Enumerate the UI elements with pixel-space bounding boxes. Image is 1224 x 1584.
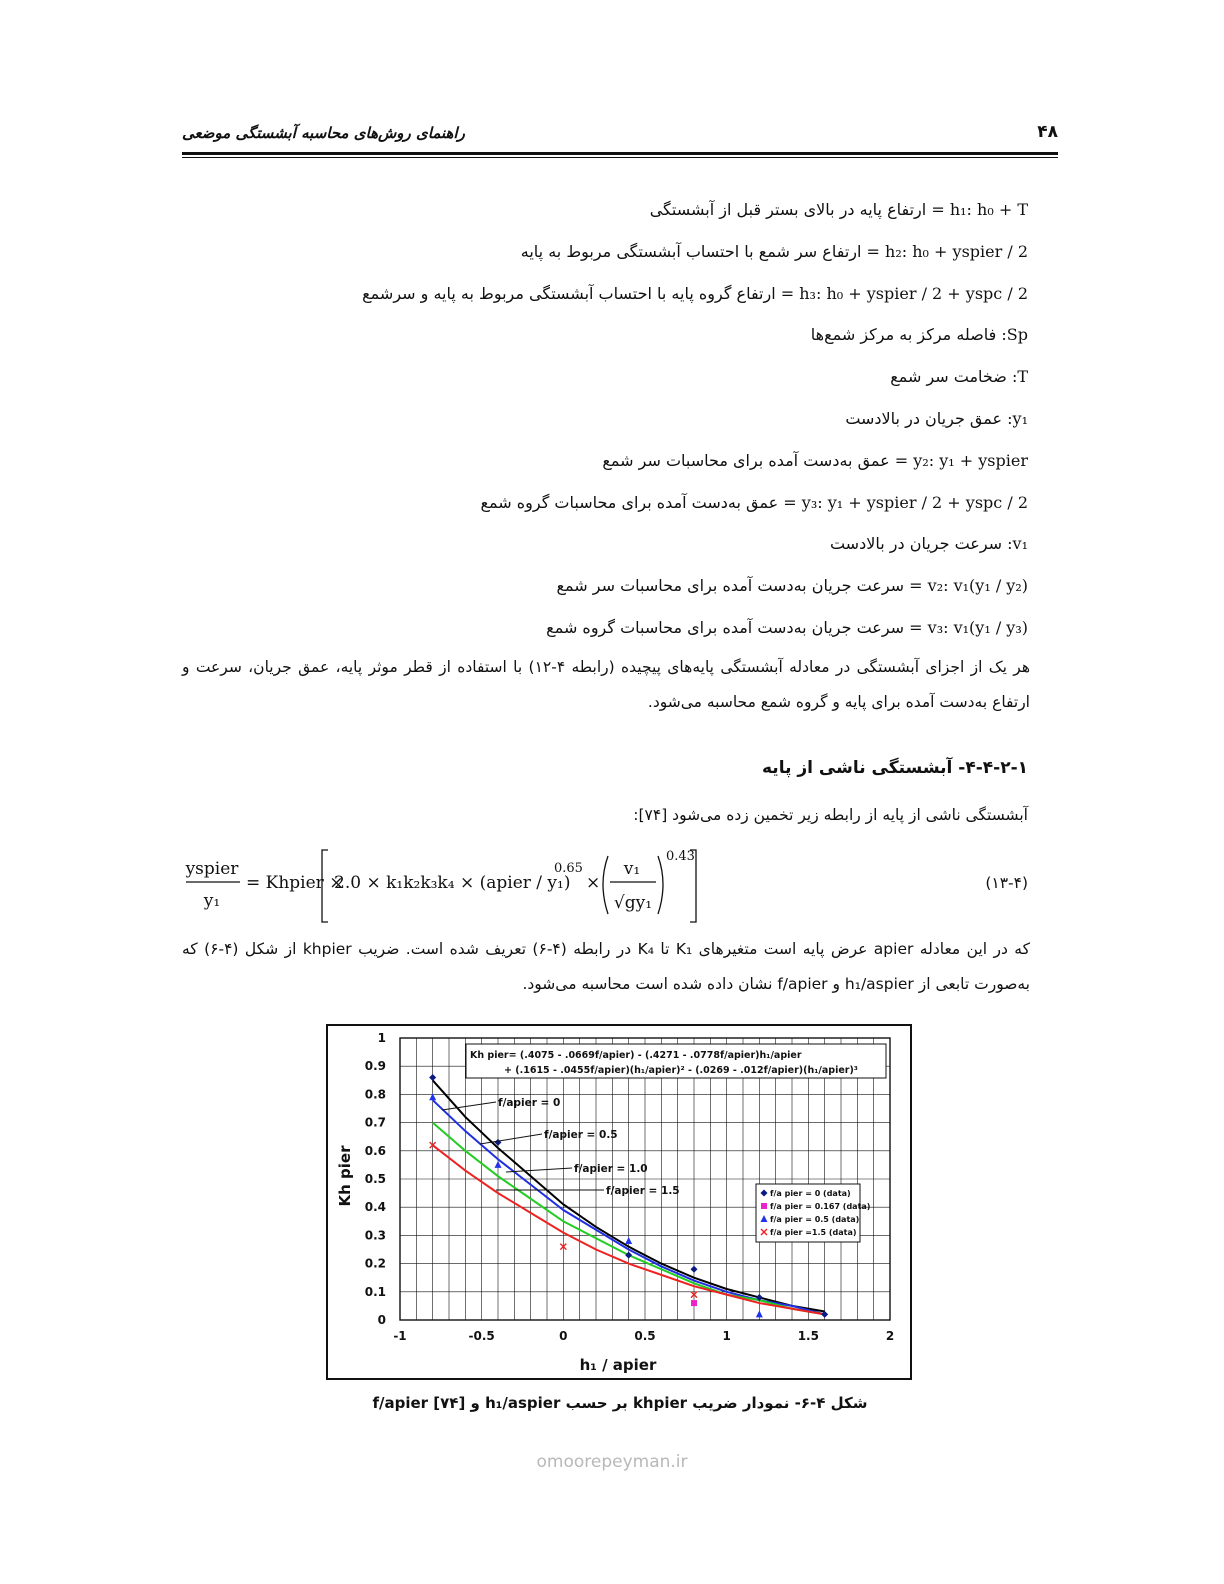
curve-annotation: f/apier = 1.0 <box>574 1163 648 1175</box>
annotation-leader <box>506 1168 572 1172</box>
x-tick-label: -1 <box>393 1329 407 1343</box>
page-number: ۴۸ <box>1037 122 1058 142</box>
data-point <box>691 1300 697 1306</box>
legend-entry: f/a pier =1.5 (data) <box>770 1228 857 1237</box>
y-tick-label: 0.3 <box>364 1228 386 1243</box>
x-tick-label: 0.5 <box>634 1329 656 1343</box>
equation-number: (۱۳-۴) <box>985 874 1028 892</box>
khpier-chart <box>328 1026 910 1378</box>
chart-grid <box>400 1038 890 1320</box>
eq-exponent-043: 0.43 <box>666 849 695 864</box>
curve-annotations <box>442 1097 680 1197</box>
legend-entry: f/a pier = 0.167 (data) <box>770 1202 871 1211</box>
header-rule <box>182 152 1058 155</box>
legend-entry: f/a pier = 0 (data) <box>770 1189 851 1198</box>
data-point <box>429 1074 436 1081</box>
equation-13-4 <box>182 842 902 926</box>
definition-y2: y₂: y₁ + yspier = عمق به‌دست آمده برای محاسبات سر شمع <box>602 450 1028 470</box>
eq-lhs-denominator: y₁ <box>203 891 221 911</box>
y-tick-label: 0.7 <box>364 1115 386 1130</box>
data-point <box>761 1203 767 1209</box>
chart-ylabel: Kh pier <box>336 1145 354 1207</box>
y-tick-label: 0.5 <box>364 1172 386 1186</box>
eq-lhs-numerator: yspier <box>185 859 239 879</box>
y-tick-label: 0.2 <box>364 1256 386 1271</box>
definition-sp: Sp: فاصله مرکز به مرکز شمع‌ها <box>810 325 1028 345</box>
definition-v1: v₁: سرعت جریان در بالادست <box>829 534 1028 554</box>
figure-khpier-chart <box>326 1024 912 1380</box>
eq-exponent-065: 0.65 <box>554 861 583 876</box>
definition-t: T: ضخامت سر شمع <box>890 367 1028 387</box>
legend-entry: f/a pier = 0.5 (data) <box>770 1215 860 1224</box>
header-rule-thin <box>182 157 1058 158</box>
y-tick-label: 0.6 <box>364 1143 386 1158</box>
footer-watermark: omoorepeyman.ir <box>536 1452 688 1472</box>
chart-xlabel: h₁ / apier <box>579 1356 657 1374</box>
data-point <box>625 1252 632 1259</box>
y-tick-label: 0.4 <box>364 1200 386 1215</box>
curve-annotation: f/apier = 0 <box>498 1097 561 1109</box>
x-tick-label: -0.5 <box>468 1329 495 1343</box>
y-tick-label: 1 <box>377 1031 386 1045</box>
definition-y1: y₁: عمق جریان در بالادست <box>845 408 1028 428</box>
definition-list <box>188 200 1028 660</box>
definition-h2: h₂: h₀ + yspier / 2 = ارتفاع سر شمع با احتساب آبشستگی مربوط به پایه <box>520 241 1028 261</box>
section-heading: ۴-۴-۲-۱- آبشستگی ناشی از پایه <box>762 758 1028 778</box>
y-tick-label: 0.1 <box>364 1284 386 1299</box>
x-tick-label: 1.5 <box>797 1329 819 1343</box>
curve-annotation: f/apier = 0.5 <box>544 1129 618 1141</box>
y-tick-label: 0.9 <box>364 1059 386 1074</box>
data-point <box>625 1237 632 1244</box>
definition-h1: h₁: h₀ + T = ارتفاع پایه در بالای بستر قبل از آبشستگی <box>649 200 1028 219</box>
data-point <box>756 1310 763 1317</box>
x-tick-label: 0 <box>559 1329 568 1343</box>
eq-times: × <box>586 873 601 893</box>
formula-line-2: + (.1615 - .0455f/apier)(h₁/apier)² - (.0269 - .012f/apier)(h₁/apier)³ <box>504 1065 858 1076</box>
eq-frac-denominator: √gy₁ <box>613 893 653 913</box>
definition-h3: h₃: h₀ + yspier / 2 + yspc / 2 = ارتفاع گروه پایه با احتساب آبشستگی مربوط به پایه و سرشمع <box>362 283 1028 303</box>
x-tick-label: 1 <box>722 1329 731 1343</box>
eq-inner: 2.0 × k₁k₂k₃k₄ × (apier / y₁) <box>334 873 571 893</box>
definition-y3: y₃: y₁ + yspier / 2 + yspc / 2 = عمق به‌دست آمده برای محاسبات گروه شمع <box>480 492 1028 512</box>
page-header <box>182 120 1058 154</box>
paragraph-variables: که در این معادله apier عرض پایه است متغیرهای K₁ تا K₄ در رابطه (۴-۶) تعریف شده است. ضریب khpier از شکل (۴-۶) که به‌صورت تابعی از h₁/aspier و f/apier نشان داده شده است محاسبه می‌شود. <box>182 940 1030 993</box>
annotation-leader <box>442 1102 496 1110</box>
paragraph-components: هر یک از اجزای آبشستگی در معادله آبشستگی پایه‌های پیچیده (رابطه ۴-۱۲) با استفاده از قطر موثر پایه، عمق جریان، سرعت و ارتفاع به‌دست آمده برای پایه و گروه شمع محاسبه می‌شود. <box>182 658 1031 711</box>
definition-v3: v₃: v₁(y₁ / y₃) = سرعت جریان به‌دست آمده برای محاسبات گروه شمع <box>546 617 1028 637</box>
formula-line-1: Kh pier= (.4075 - .0669f/apier) - (.4271 - .0778f/apier)h₁/apier <box>470 1050 802 1061</box>
eq-k-factor: = Khpier × <box>246 873 344 893</box>
x-tick-label: 2 <box>885 1329 895 1343</box>
curve-annotation: f/apier = 1.5 <box>606 1185 680 1197</box>
y-tick-label: 0.8 <box>364 1087 386 1102</box>
data-point <box>691 1266 698 1273</box>
y-tick-label: 0 <box>377 1313 386 1327</box>
figure-caption: شکل ۴-۶- نمودار ضریب khpier بر حسب h₁/aspier و f/apier [۷۴] <box>372 1394 868 1412</box>
header-title: راهنمای روش‌های محاسبه آبشستگی موضعی <box>182 124 465 142</box>
equation-intro: آبشستگی ناشی از پایه از رابطه زیر تخمین زده می‌شود [۷۴]: <box>633 806 1028 824</box>
eq-frac-numerator: v₁ <box>623 859 641 879</box>
definition-v2: v₂: v₁(y₁ / y₂) = سرعت جریان به‌دست آمده برای محاسبات سر شمع <box>556 576 1028 596</box>
